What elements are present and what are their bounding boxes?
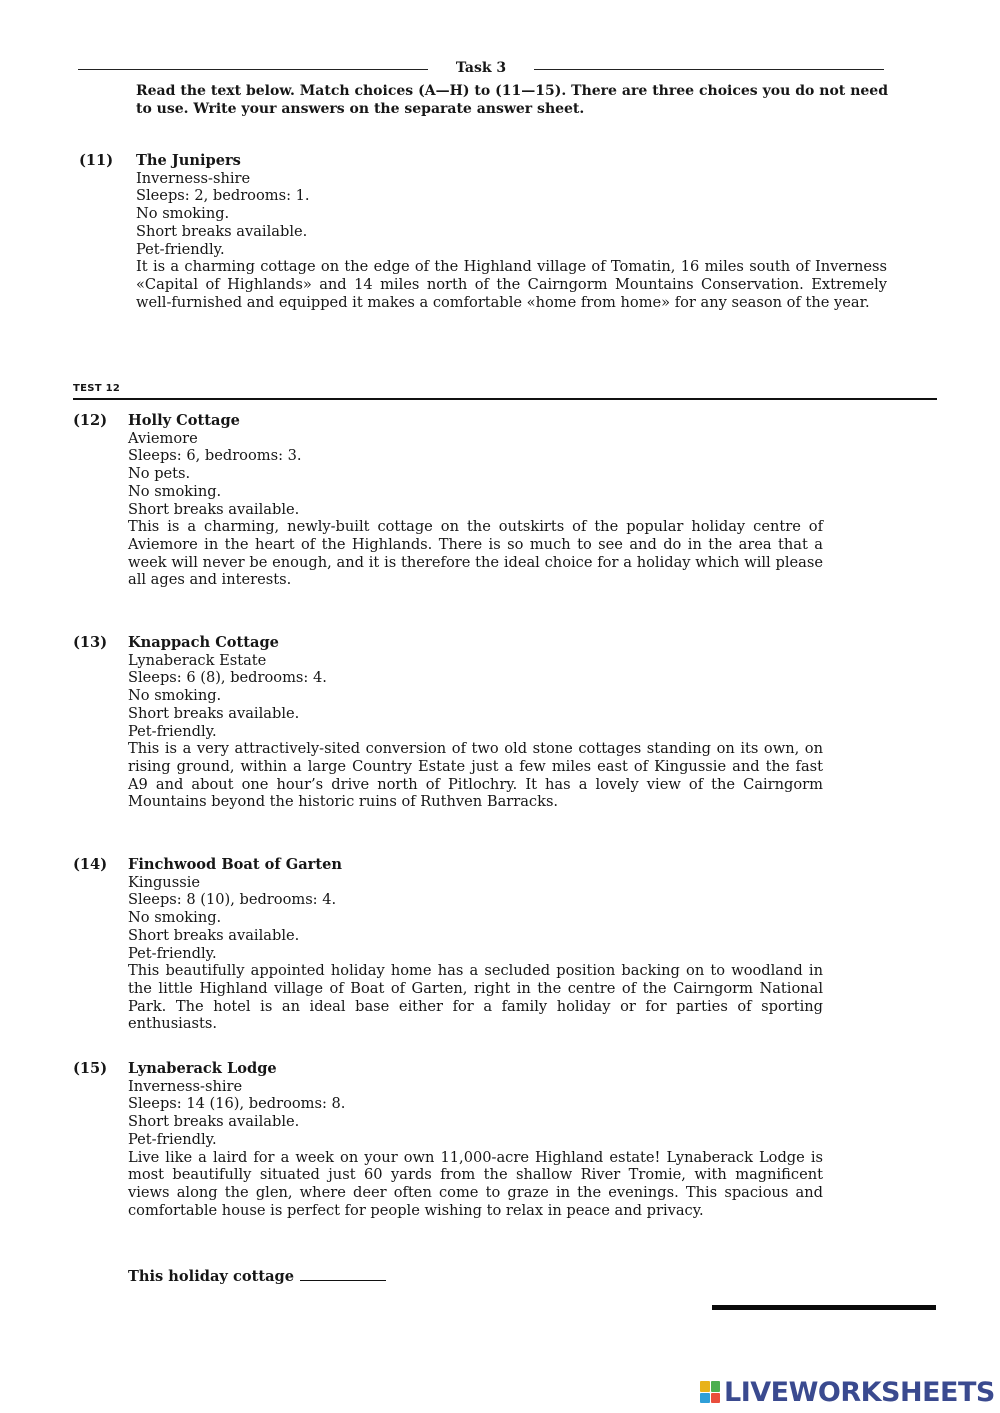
liveworksheets-badge-icon xyxy=(700,1381,720,1403)
listing-number: (13) xyxy=(73,634,108,651)
listing-detail: Sleeps: 6, bedrooms: 3. xyxy=(128,447,302,465)
listing-location: Aviemore xyxy=(128,429,198,447)
listing-name: Knappach Cottage xyxy=(128,634,279,651)
listing-detail: Pet-friendly. xyxy=(128,722,217,740)
task-title: Task 3 xyxy=(455,60,507,76)
task-instructions: Read the text below. Match choices (A—H) to (11—15). There are three choices you do not need to use. Write your answers on the separate answer sheet. xyxy=(136,83,888,117)
listing-number: (15) xyxy=(73,1060,108,1077)
task-header xyxy=(78,60,884,80)
listing-detail: No smoking. xyxy=(128,909,222,927)
listing-detail: No smoking. xyxy=(128,687,222,705)
bottom-bar xyxy=(712,1305,936,1310)
listing-number: (11) xyxy=(79,152,114,169)
listing-detail: Sleeps: 8 (10), bedrooms: 4. xyxy=(128,891,337,909)
listing-name: The Junipers xyxy=(136,152,241,169)
logo-text: LIVEWORKSHEETS xyxy=(724,1376,995,1408)
liveworksheets-logo xyxy=(700,1377,995,1407)
listing-location: Inverness-shire xyxy=(136,169,251,187)
listing-detail: Sleeps: 2, bedrooms: 1. xyxy=(136,187,310,205)
listing-number: (14) xyxy=(73,856,108,873)
listing-detail: Pet-friendly. xyxy=(136,240,225,258)
listing-detail: No smoking. xyxy=(136,205,230,223)
answer-blank[interactable] xyxy=(300,1266,386,1281)
listing-detail: Pet-friendly. xyxy=(128,1130,217,1148)
listing-detail: Short breaks available. xyxy=(128,500,300,518)
listing-detail: No pets. xyxy=(128,465,191,483)
listing-description: This beautifully appointed holiday home has a secluded position backing on to woodland in the little Highland village of Boat of Garten, right in the centre of the Cairngorm National Park. The hotel is an ideal base either for a family holiday or for parties of sporting enthusiasts. xyxy=(128,962,823,1033)
listing-detail: Sleeps: 6 (8), bedrooms: 4. xyxy=(128,669,327,687)
listing-detail: Sleeps: 14 (16), bedrooms: 8. xyxy=(128,1095,346,1113)
listing-detail: Short breaks available. xyxy=(136,222,308,240)
answer-prompt-label: This holiday cottage xyxy=(128,1268,295,1285)
listing-name: Holly Cottage xyxy=(128,412,240,429)
listing-description: Live like a laird for a week on your own 11,000-acre Highland estate! Lynaberack Lodge is most beautifully situated just 60 yards from the shallow River Tromie, with magnificent views along the glen, where deer often come to graze in the evenings. This spacious and comfortable house is perfect for people wishing to relax in peace and privacy. xyxy=(128,1148,823,1219)
header-rule-right xyxy=(534,69,884,70)
listing-name: Lynaberack Lodge xyxy=(128,1060,277,1077)
listing-description: It is a charming cottage on the edge of the Highland village of Tomatin, 16 miles south of Inverness «Capital of Highlands» and 14 miles north of the Cairngorm Mountains Conservation. Extremely well-furnished and equipped it makes a comfortable «home from home» for any season of the year. xyxy=(136,258,887,311)
listing-detail: Short breaks available. xyxy=(128,704,300,722)
listing-detail: Short breaks available. xyxy=(128,1113,300,1131)
listing-description: This is a charming, newly-built cottage on the outskirts of the popular holiday centre of Aviemore in the heart of the Highlands. There is so much to see and do in the area that a week will never be enough, and it is therefore the ideal choice for a holiday which will please all ages and interests. xyxy=(128,518,823,589)
listing-location: Lynaberack Estate xyxy=(128,651,267,669)
listing-description: This is a very attractively-sited conversion of two old stone cottages standing on its own, on rising ground, within a large Country Estate just a few miles east of Kingussie and the fast A9 and about one hour’s drive north of Pitlochry. It has a lovely view of the Cairngorm Mountains beyond the historic ruins of Ruthven Barracks. xyxy=(128,740,823,811)
listing-detail: Short breaks available. xyxy=(128,926,300,944)
listing-number: (12) xyxy=(73,412,108,429)
section-divider xyxy=(73,398,937,400)
listing-detail: No smoking. xyxy=(128,482,222,500)
answer-prompt xyxy=(128,1266,386,1285)
test-label: TEST 12 xyxy=(73,383,121,394)
listing-location: Kingussie xyxy=(128,873,200,891)
listing-location: Inverness-shire xyxy=(128,1077,243,1095)
listing-name: Finchwood Boat of Garten xyxy=(128,856,343,873)
listing-detail: Pet-friendly. xyxy=(128,944,217,962)
